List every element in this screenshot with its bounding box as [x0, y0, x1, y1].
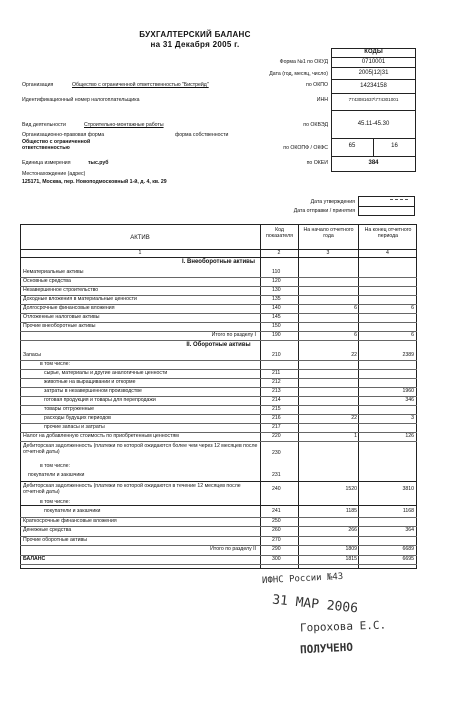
col-end: На конец отчетного периода: [364, 227, 412, 239]
receivable-long-buyers: покупатели и заказчики: [28, 472, 85, 478]
table-row: [0, 369, 453, 378]
row-code: 150: [272, 323, 281, 329]
row-label: Запасы: [23, 352, 42, 358]
row-end-value: 2389: [402, 352, 414, 358]
row-code: 214: [272, 397, 281, 403]
unit-value: тыс.руб: [88, 160, 109, 166]
table-row: [0, 286, 453, 295]
receivable-short-end: 3810: [402, 486, 414, 492]
row-end-value: 6: [411, 332, 414, 338]
row-code: 215: [272, 406, 281, 412]
table-row: [0, 536, 453, 545]
row-label: БАЛАНС: [23, 555, 46, 562]
table-row: [0, 414, 453, 423]
codes-header: КОДЫ: [364, 49, 383, 55]
approval-label: Дата утверждения: [310, 199, 355, 205]
col-num-1: 1: [138, 250, 142, 256]
row-start-value: 6: [354, 332, 357, 338]
section-1-title: I. Внеоборотные активы: [182, 259, 255, 265]
row-code: 211: [272, 370, 281, 376]
row-code: 300: [272, 555, 281, 562]
form-label: Форма №1 по ОКУД: [279, 59, 328, 65]
table-row: [0, 526, 453, 535]
row-end-value: 1960: [402, 388, 414, 394]
table-row: [0, 545, 453, 554]
code-231: 231: [272, 472, 281, 478]
row-start-value: 1815: [345, 555, 357, 562]
row-label: Долгосрочные финансовые вложения: [23, 305, 115, 311]
row-label: готовая продукция и товары для перепродажи: [44, 397, 156, 403]
table-row: [0, 277, 453, 286]
row-label: Отложенные налоговые активы: [23, 314, 100, 320]
okei-value: 384: [368, 160, 379, 166]
okfs-value: 16: [391, 143, 398, 149]
table-row: [0, 322, 453, 331]
row-end-value: 6695: [402, 555, 414, 562]
row-start-value: 1185: [345, 508, 357, 514]
okei-label: по ОКЕИ: [306, 160, 328, 166]
receivable-short-start: 1520: [345, 486, 357, 492]
legal-form-label: Организационно-правовая форма: [22, 132, 105, 138]
table-row: [0, 396, 453, 405]
row-label: Налог на добавленную стоимость по приобретенным ценностям: [23, 433, 179, 439]
table-row: [0, 432, 453, 441]
row-end-value: 1168: [402, 508, 414, 514]
org-value: Общество с ограниченной ответственностью "Бистрейд": [72, 82, 209, 88]
section-2-title: II. Оборотные активы: [186, 342, 251, 348]
form-code: 0710001: [361, 59, 386, 65]
row-end-value: 126: [405, 433, 414, 439]
row-code: 110: [272, 269, 281, 275]
table-row: [0, 378, 453, 387]
row-code: 217: [272, 424, 281, 430]
date-label: Дата (год, месяц, число): [269, 71, 328, 77]
receivable-short-intro: в том числе:: [40, 499, 70, 505]
row-code: 210: [272, 352, 281, 358]
col-num-4: 4: [386, 250, 389, 256]
row-code: 140: [272, 305, 281, 311]
receivable-long-intro: в том числе:: [40, 463, 70, 469]
stamp-office: ИФНС России №43: [261, 571, 344, 587]
address-label: Местонахождение (адрес): [22, 171, 86, 177]
row-label: Нематериальные активы: [23, 269, 84, 275]
col-num-2: 2: [277, 250, 281, 256]
sent-label: Дата отправки / принятия: [293, 208, 355, 214]
row-code: 220: [272, 433, 281, 439]
row-start-value: 1809: [345, 546, 357, 552]
row-end-value: 6: [411, 305, 414, 311]
legal-form-value: Общество с ограниченной ответственностью: [22, 139, 91, 151]
row-code: 212: [272, 379, 281, 385]
row-label: животные на выращивании и откорме: [44, 379, 136, 385]
okopf-value: 65: [348, 143, 356, 149]
row-label: Незавершенное строительство: [23, 287, 99, 293]
table-row: [0, 360, 453, 369]
okpo-label: по ОКПО: [306, 82, 328, 88]
col-num-3: 3: [326, 250, 330, 256]
table-row: [0, 295, 453, 304]
unit-label: Единица измерения: [22, 160, 71, 166]
inn-tag: ИНН: [316, 97, 328, 103]
row-code: 260: [272, 527, 281, 533]
col-code: Код показателя: [266, 227, 293, 239]
table-row: [0, 405, 453, 414]
date-value: 2005|12|31: [358, 70, 389, 76]
row-label: Доходные вложения в материальные ценности: [23, 296, 137, 302]
row-code: 290: [272, 546, 281, 552]
activity-label: Вид деятельности: [22, 122, 66, 128]
row-label: покупатели и заказчики: [44, 508, 101, 514]
receivable-short-label: Дебиторская задолженность (платежи по которой ожидаются в течение 12 месяцев после отчетной даты): [23, 483, 241, 495]
table-row: [0, 555, 453, 564]
okved-label: по ОКВЭД: [303, 122, 328, 128]
okved-value: 45.11-45.30: [357, 121, 390, 127]
row-end-value: 3: [411, 415, 414, 421]
table-row: [0, 268, 453, 277]
row-code: 250: [272, 517, 281, 524]
org-label: Организация: [22, 82, 54, 88]
inn-label: Идентификационный номер налогоплательщика: [22, 97, 140, 103]
row-label: Прочие оборотные активы: [23, 536, 87, 543]
row-label: Прочие внеоборотные активы: [23, 323, 96, 329]
row-start-value: 22: [351, 415, 357, 421]
row-end-value: 346: [405, 397, 414, 403]
stamp-date: 31 МАР 2006: [271, 592, 359, 617]
row-label: расходы будущих периодов: [44, 415, 111, 421]
row-end-value: 6689: [402, 546, 414, 552]
report-title: БУХГАЛТЕРСКИЙ БАЛАНС: [139, 30, 251, 39]
row-start-value: 22: [351, 352, 357, 358]
row-code: 120: [272, 278, 281, 284]
col-asset: АКТИВ: [130, 235, 150, 241]
row-code: 190: [272, 332, 281, 338]
inn-value: 7743081637\774301001: [348, 97, 399, 102]
row-code: 213: [272, 388, 281, 394]
okpo-value: 14234158: [360, 83, 387, 89]
row-label: в том числе:: [40, 361, 70, 367]
row-code: 145: [272, 314, 281, 320]
report-subtitle: на 31 Декабря 2005 г.: [150, 40, 240, 49]
stamp-received: ПОЛУЧЕНО: [299, 640, 354, 657]
row-label: Денежные средства: [23, 527, 72, 533]
row-label: Итого по разделу II: [210, 546, 256, 552]
row-start-value: 6: [354, 305, 357, 311]
row-code: 270: [272, 536, 281, 543]
table-row: [0, 304, 453, 313]
row-code: 216: [272, 415, 281, 421]
table-row: [0, 351, 453, 360]
table-row: [0, 387, 453, 396]
col-start: На начало отчетного года: [303, 227, 354, 239]
table-row: [0, 423, 453, 432]
row-label: Итого по разделу I: [211, 332, 256, 338]
row-label: Краткосрочные финансовые вложения: [23, 517, 117, 524]
row-start-value: 1: [354, 433, 357, 439]
row-label: сырье, материалы и другие аналогичные ценности: [44, 370, 168, 376]
table-row: [0, 507, 453, 516]
row-end-value: 364: [405, 527, 414, 533]
receivable-long-label: Дебиторская задолженность (платежи по которой ожидаются более чем через 12 месяцев после отчетной даты): [23, 443, 258, 455]
stamp-inspector: Горохова Е.С.: [299, 618, 387, 635]
row-label: затраты в незавершенном производстве: [44, 388, 142, 394]
table-row: [0, 313, 453, 322]
row-code: 241: [272, 508, 281, 514]
address-value: 125171, Москва, пер. Новоподмосковный 1-й, д. 4, кв. 29: [22, 179, 167, 185]
receivable-long-code: 230: [272, 450, 281, 456]
row-label: товары отгруженные: [44, 406, 95, 412]
activity-value: Строительно-монтажные работы: [84, 122, 164, 128]
table-row: [0, 331, 453, 340]
table-row: [0, 517, 453, 526]
row-label: Основные средства: [23, 278, 71, 284]
row-code: 135: [272, 296, 281, 302]
ownership-label: форма собственности: [175, 132, 229, 138]
row-label: прочие запасы и затраты: [44, 424, 105, 430]
row-code: 130: [272, 287, 281, 293]
receivable-short-code: 240: [272, 486, 281, 492]
row-start-value: 266: [348, 527, 357, 533]
okopf-label: по ОКОПФ / ОКФС: [283, 145, 328, 151]
